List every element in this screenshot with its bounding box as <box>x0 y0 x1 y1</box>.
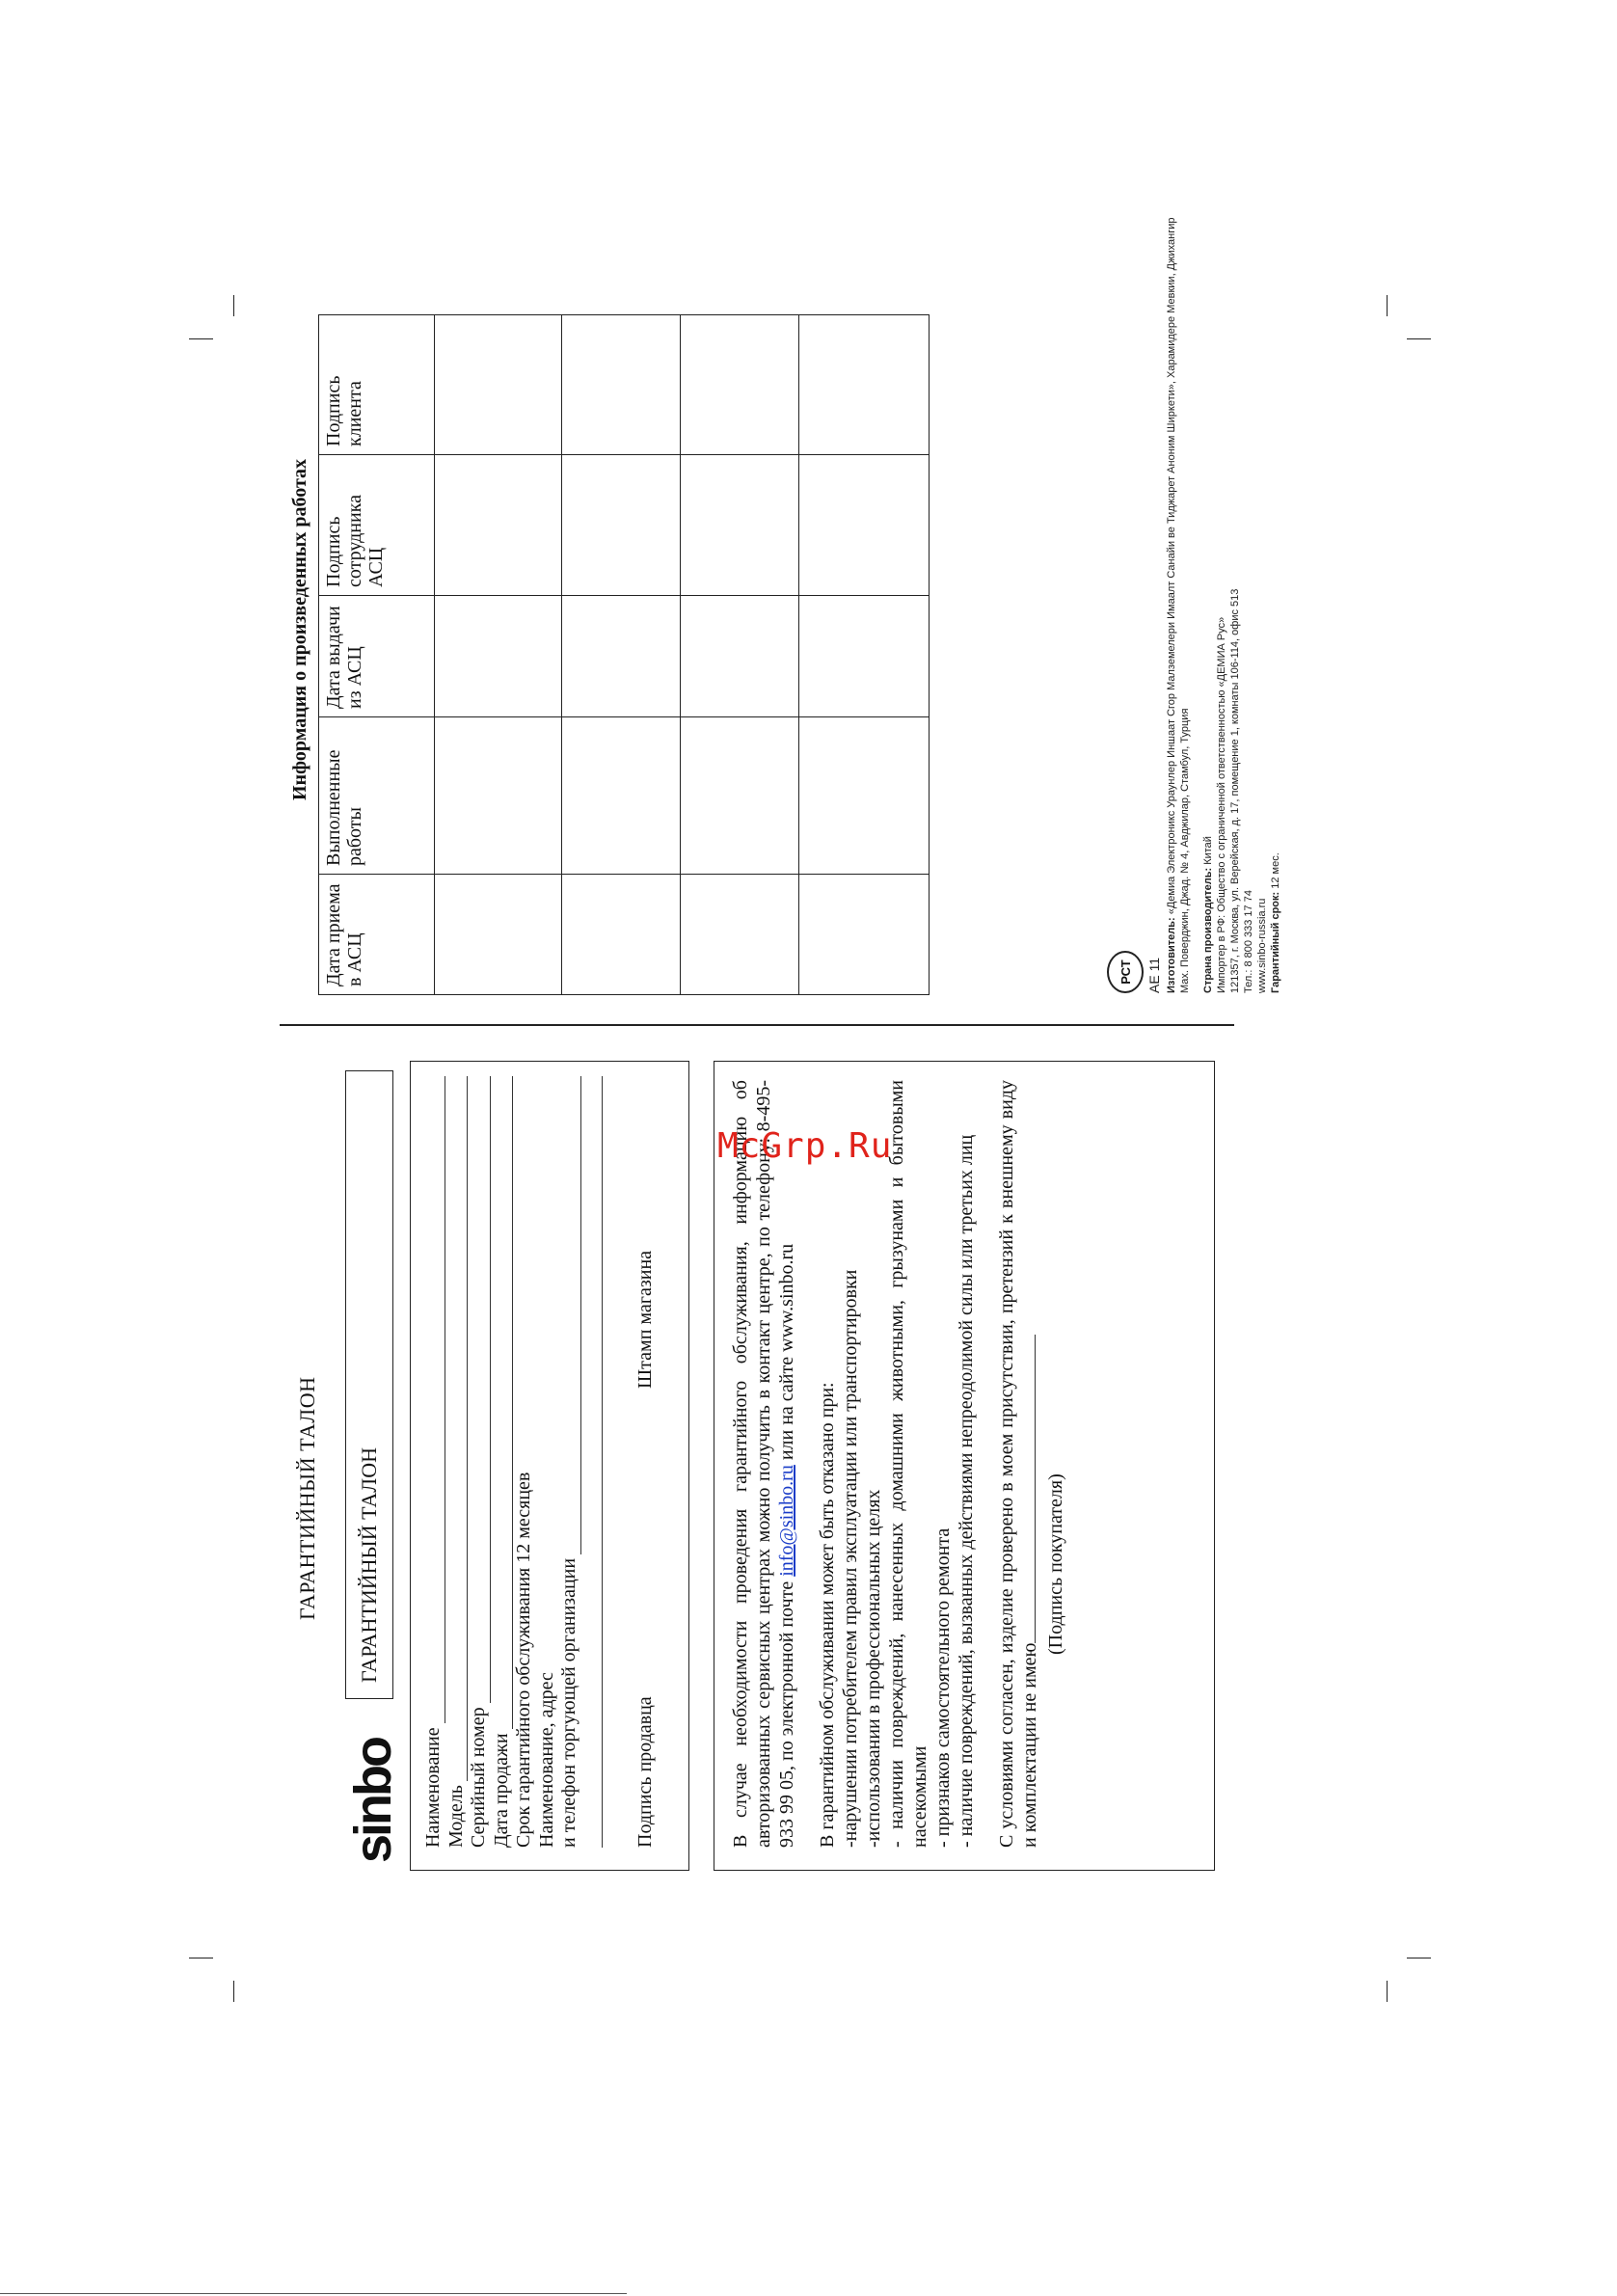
warranty-term-value: 12 мес. <box>1270 852 1281 892</box>
cert-code: AE 11 <box>1146 957 1162 993</box>
service-info-paragraph <box>729 1080 798 1848</box>
field-model-label: Модель <box>445 1785 467 1848</box>
country-line <box>1201 203 1215 993</box>
field-org-label-2: и телефон торгующей организации <box>558 1557 579 1848</box>
service-info-text-end: или на сайте www.sinbo.ru <box>776 1243 797 1466</box>
field-serial-line[interactable] <box>475 1076 491 1703</box>
works-cell[interactable] <box>681 315 799 455</box>
refusal-intro: В гарантийном обслуживании может быть отказано при: <box>817 1382 838 1848</box>
field-sale-date-line[interactable] <box>498 1076 513 1729</box>
warranty-term-line <box>1269 203 1282 993</box>
works-cell[interactable] <box>435 717 562 875</box>
fold-divider <box>280 1025 1234 1027</box>
works-row <box>562 315 681 995</box>
importer-address: 121357, г. Москва, ул. Верейская, д. 17, помещение 1, комнаты 106-114, офис 513 <box>1229 588 1241 993</box>
col-staff-signature: Подпись сотрудника АСЦ <box>319 455 435 596</box>
refusal-item: - наличие повреждений, вызванных действиями непреодолимой силы или третьих лиц <box>956 1134 977 1848</box>
works-section-title: Информация о произведенных работах <box>289 458 310 800</box>
field-serial <box>468 1076 491 1848</box>
maker-label: Изготовитель: <box>1166 917 1177 993</box>
works-cell[interactable] <box>435 455 562 596</box>
refusal-item: -использовании в профессиональных целях <box>863 1489 884 1848</box>
crop-mark <box>1407 338 1431 339</box>
warranty-header-title: ГАРАНТИЙНЫЙ ТАЛОН <box>295 1376 319 1620</box>
crop-mark <box>1387 1981 1388 2002</box>
field-service-term-label: Срок гарантийного обслуживания 12 месяцев <box>513 1472 534 1848</box>
field-service-term <box>513 1076 536 1848</box>
works-table <box>318 314 930 995</box>
service-info-text: В случае необходимости проведения гарантийного обслуживания, информацию об авторизованных сервисных центрах можно получить в контакт центре, по телефону: 8-495-933 99 05, по электронной почте <box>730 1080 797 1848</box>
warranty-term-label: Гарантийный срок: <box>1270 891 1281 993</box>
importer-phone: Тел.: 8 800 333 17 74 <box>1243 890 1254 993</box>
field-sale-date-label: Дата продажи <box>490 1733 512 1848</box>
refusal-item: - признаков самостоятельного ремонта <box>932 1527 954 1848</box>
warranty-title-box <box>345 1070 393 1699</box>
crop-mark <box>233 1981 234 2002</box>
works-cell[interactable] <box>799 315 930 455</box>
col-receive-date: Дата приема в АСЦ <box>319 875 435 995</box>
field-name-line[interactable] <box>430 1076 445 1723</box>
works-cell[interactable] <box>562 875 681 995</box>
service-email-link[interactable]: info@sinbo.ru <box>776 1465 797 1577</box>
works-cell[interactable] <box>435 875 562 995</box>
seller-signature-label: Подпись продавца <box>634 1696 656 1848</box>
works-cell[interactable] <box>562 596 681 717</box>
bottom-rule <box>0 2293 627 2294</box>
works-row <box>435 315 562 995</box>
works-cell[interactable] <box>681 717 799 875</box>
field-org-phone <box>558 1076 581 1848</box>
field-org-line[interactable] <box>566 1076 581 1554</box>
works-cell[interactable] <box>681 875 799 995</box>
works-cell[interactable] <box>435 315 562 455</box>
crop-mark <box>1387 295 1388 316</box>
col-issue-date: Дата выдачи из АСЦ <box>319 596 435 717</box>
refusal-item: -нарушении потребителем правил эксплуатации или транспортировки <box>840 1269 861 1848</box>
watermark: McGrp.Ru <box>717 1126 893 1166</box>
field-name-label: Наименование <box>422 1727 444 1848</box>
works-header-row <box>319 315 435 995</box>
sinbo-logo: sinbo <box>344 1739 402 1863</box>
buyer-signature-line[interactable] <box>1022 1335 1036 1643</box>
pct-mark-text: РСТ <box>1118 959 1133 985</box>
crop-mark <box>233 295 234 316</box>
consent-text <box>995 1080 1041 1848</box>
field-model-line[interactable] <box>452 1076 468 1781</box>
conditions-content <box>729 1080 1067 1848</box>
country-value: Китай <box>1202 836 1214 868</box>
works-cell[interactable] <box>562 717 681 875</box>
works-cell[interactable] <box>435 596 562 717</box>
works-cell[interactable] <box>681 596 799 717</box>
works-cell[interactable] <box>799 875 930 995</box>
field-org-address <box>536 1076 559 1848</box>
field-model <box>445 1076 469 1848</box>
buyer-signature-caption: (Подпись покупателя) <box>1045 1473 1066 1655</box>
works-cell[interactable] <box>562 455 681 596</box>
works-cell[interactable] <box>799 455 930 596</box>
field-name <box>422 1076 445 1848</box>
field-extra-line <box>587 1076 603 1848</box>
manufacturer-block <box>1165 203 1282 993</box>
importer-site: www.sinbo-russia.ru <box>1256 898 1268 993</box>
warranty-form-fields <box>422 1076 603 1848</box>
field-org-label-1: Наименование, адрес <box>535 1672 557 1848</box>
works-cell[interactable] <box>799 596 930 717</box>
store-stamp-label: Штамп магазина <box>634 1250 656 1389</box>
rotated-sheet <box>251 212 1331 1890</box>
works-row <box>799 315 930 995</box>
works-cell[interactable] <box>562 315 681 455</box>
works-cell[interactable] <box>799 717 930 875</box>
importer-line: Импортер в РФ: Общество с ограниченной ответственностью «ДЕМИА Рус» <box>1216 616 1227 993</box>
field-sale-date <box>491 1076 514 1848</box>
country-label: Страна производитель: <box>1202 867 1214 993</box>
field-extra-line-rule[interactable] <box>587 1076 603 1848</box>
crop-mark <box>189 338 213 339</box>
works-cell[interactable] <box>681 455 799 596</box>
pct-mark <box>1107 951 1144 993</box>
works-row <box>681 315 799 995</box>
col-client-signature: Подпись клиента <box>319 315 435 455</box>
consent-text-body: С условиями согласен, изделие проверено в моем присутствии, претензий к внешнему виду и комплектации не имею <box>996 1080 1040 1848</box>
refusal-item: - наличии повреждений, нанесенных домашними животными, грызунами и бытовыми насекомыми <box>886 1080 930 1848</box>
field-serial-label: Серийный номер <box>468 1707 489 1848</box>
maker-text: «Демиа Электроникс Ураунлер Иншаат Сгор Малземелери Имаалт Санайи ве Тиджарет Аноним Ширкети», Харамидере Мевкии, Джихангир Мах. Поверджин, Джад. № 4, Авджилар, Стамбул, Турция <box>1166 217 1191 993</box>
maker-line <box>1165 203 1192 993</box>
col-works-done: Выполненные работы <box>319 717 435 875</box>
warranty-boxed-title: ГАРАНТИЙНЫЙ ТАЛОН <box>357 1446 381 1683</box>
works-table-wrap <box>318 315 929 995</box>
